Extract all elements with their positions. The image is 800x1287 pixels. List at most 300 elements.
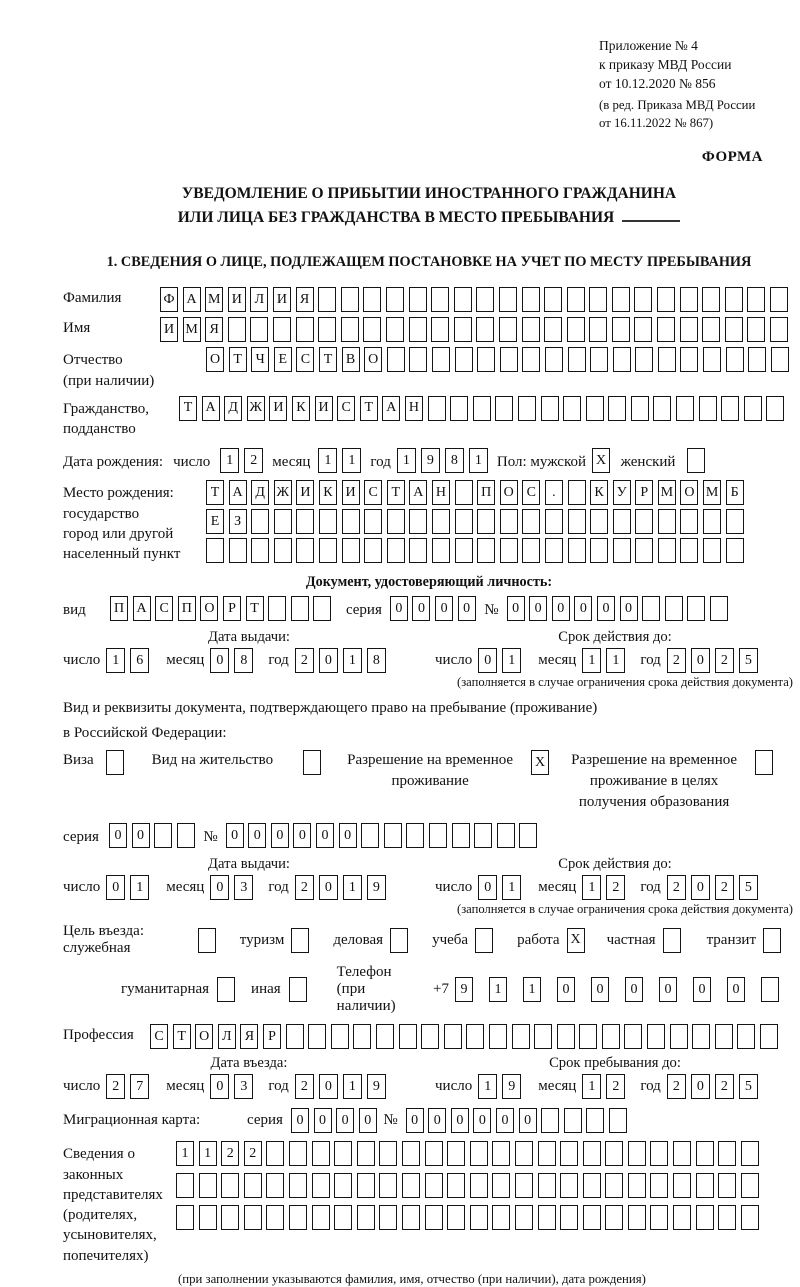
- citizenship-cell[interactable]: Д: [224, 396, 242, 421]
- surname-cell[interactable]: [454, 287, 472, 312]
- birth-day-cell[interactable]: 1: [220, 448, 239, 473]
- birthplace-cell[interactable]: [364, 538, 382, 563]
- doc-type-cell[interactable]: [268, 596, 286, 621]
- id-expiry-year-cell[interactable]: 5: [739, 648, 758, 673]
- id-expiry-year-cell[interactable]: 2: [715, 648, 734, 673]
- visa-cell[interactable]: [106, 750, 124, 775]
- migration-number-input[interactable]: [406, 1108, 632, 1133]
- phone-cell[interactable]: 0: [693, 977, 711, 1002]
- purpose-business-cell[interactable]: [390, 928, 408, 953]
- stay-month-cell[interactable]: 1: [582, 1074, 601, 1099]
- birthplace-cell[interactable]: Е: [206, 509, 224, 534]
- birthplace-cell[interactable]: С: [364, 480, 382, 505]
- doc-type-input[interactable]: [110, 596, 336, 621]
- firstname-cell[interactable]: [747, 317, 765, 342]
- surname-cell[interactable]: [318, 287, 336, 312]
- birthplace-input-row2[interactable]: [206, 509, 748, 534]
- permit-expiry-month-input[interactable]: [582, 875, 630, 900]
- birth-year-cell[interactable]: 9: [421, 448, 440, 473]
- permit-series-cell[interactable]: 0: [109, 823, 127, 848]
- birthplace-cell[interactable]: [613, 538, 631, 563]
- migration-number-cell[interactable]: 0: [428, 1108, 446, 1133]
- stay-month-input[interactable]: [582, 1074, 630, 1099]
- firstname-cell[interactable]: [612, 317, 630, 342]
- purpose-work-checkbox[interactable]: [567, 928, 599, 953]
- citizenship-cell[interactable]: Т: [179, 396, 197, 421]
- surname-cell[interactable]: [589, 287, 607, 312]
- birthplace-cell[interactable]: К: [590, 480, 608, 505]
- birthplace-cell[interactable]: .: [545, 480, 563, 505]
- patronymic-cell[interactable]: О: [206, 347, 224, 372]
- citizenship-cell[interactable]: А: [202, 396, 220, 421]
- firstname-cell[interactable]: [318, 317, 336, 342]
- permit-issue-day-input[interactable]: [106, 875, 154, 900]
- firstname-cell[interactable]: [341, 317, 359, 342]
- firstname-cell[interactable]: [634, 317, 652, 342]
- representatives-cell[interactable]: [289, 1173, 307, 1198]
- purpose-humanitarian-checkbox[interactable]: [217, 977, 251, 1002]
- citizenship-cell[interactable]: И: [315, 396, 333, 421]
- profession-cell[interactable]: [647, 1024, 665, 1049]
- representatives-cell[interactable]: [718, 1205, 736, 1230]
- permit-number-cell[interactable]: 0: [226, 823, 244, 848]
- migration-series-cell[interactable]: 0: [359, 1108, 377, 1133]
- doc-type-cell[interactable]: А: [133, 596, 151, 621]
- permit-issue-month-cell[interactable]: 3: [234, 875, 253, 900]
- representatives-cell[interactable]: [379, 1205, 397, 1230]
- citizenship-cell[interactable]: Н: [405, 396, 423, 421]
- birthplace-cell[interactable]: М: [703, 480, 721, 505]
- representatives-cell[interactable]: [334, 1173, 352, 1198]
- birthplace-cell[interactable]: Б: [726, 480, 744, 505]
- representatives-cell[interactable]: [176, 1205, 194, 1230]
- profession-cell[interactable]: Л: [218, 1024, 236, 1049]
- representatives-cell[interactable]: [266, 1205, 284, 1230]
- profession-cell[interactable]: [353, 1024, 371, 1049]
- patronymic-cell[interactable]: Т: [229, 347, 247, 372]
- doc-type-cell[interactable]: П: [110, 596, 128, 621]
- representatives-cell[interactable]: [560, 1173, 578, 1198]
- birth-year-cell[interactable]: 8: [445, 448, 464, 473]
- birthplace-cell[interactable]: А: [409, 480, 427, 505]
- representatives-cell[interactable]: [492, 1205, 510, 1230]
- profession-cell[interactable]: [331, 1024, 349, 1049]
- birthplace-cell[interactable]: [568, 480, 586, 505]
- birthplace-cell[interactable]: И: [342, 480, 360, 505]
- patronymic-cell[interactable]: [568, 347, 586, 372]
- purpose-transit-cell[interactable]: [763, 928, 781, 953]
- representatives-cell[interactable]: [515, 1173, 533, 1198]
- surname-cell[interactable]: [747, 287, 765, 312]
- permit-issue-year-input[interactable]: [295, 875, 391, 900]
- permit-series-cell[interactable]: 0: [132, 823, 150, 848]
- firstname-cell[interactable]: [363, 317, 381, 342]
- representatives-cell[interactable]: [289, 1205, 307, 1230]
- profession-cell[interactable]: [760, 1024, 778, 1049]
- profession-cell[interactable]: Т: [173, 1024, 191, 1049]
- phone-cell[interactable]: [761, 977, 779, 1002]
- surname-cell[interactable]: [386, 287, 404, 312]
- citizenship-cell[interactable]: С: [337, 396, 355, 421]
- representatives-cell[interactable]: [244, 1205, 262, 1230]
- purpose-official-checkbox[interactable]: [198, 928, 230, 953]
- id-expiry-day-input[interactable]: [478, 648, 526, 673]
- migration-series-cell[interactable]: 0: [291, 1108, 309, 1133]
- representatives-cell[interactable]: 1: [199, 1141, 217, 1166]
- doc-number-cell[interactable]: 0: [529, 596, 547, 621]
- entry-month-input[interactable]: [210, 1074, 258, 1099]
- surname-cell[interactable]: А: [183, 287, 201, 312]
- surname-cell[interactable]: [522, 287, 540, 312]
- representatives-cell[interactable]: [605, 1173, 623, 1198]
- birthplace-cell[interactable]: [726, 509, 744, 534]
- patronymic-cell[interactable]: [703, 347, 721, 372]
- birth-month-cell[interactable]: 1: [342, 448, 361, 473]
- representatives-cell[interactable]: [357, 1173, 375, 1198]
- permit-issue-year-cell[interactable]: 9: [367, 875, 386, 900]
- birthplace-input-row1[interactable]: [206, 480, 748, 505]
- firstname-cell[interactable]: И: [160, 317, 178, 342]
- birthplace-cell[interactable]: З: [229, 509, 247, 534]
- representatives-cell[interactable]: [221, 1173, 239, 1198]
- surname-cell[interactable]: Я: [296, 287, 314, 312]
- birthplace-cell[interactable]: [274, 509, 292, 534]
- birthplace-cell[interactable]: [568, 538, 586, 563]
- birthplace-cell[interactable]: [680, 509, 698, 534]
- permit-number-cell[interactable]: 0: [316, 823, 334, 848]
- representatives-cell[interactable]: [650, 1173, 668, 1198]
- firstname-cell[interactable]: [454, 317, 472, 342]
- birthplace-cell[interactable]: [455, 509, 473, 534]
- id-issue-day-cell[interactable]: 6: [130, 648, 149, 673]
- surname-cell[interactable]: [409, 287, 427, 312]
- representatives-cell[interactable]: [673, 1205, 691, 1230]
- citizenship-input[interactable]: [179, 396, 789, 421]
- representatives-cell[interactable]: [334, 1205, 352, 1230]
- birthplace-cell[interactable]: [703, 509, 721, 534]
- patronymic-cell[interactable]: [658, 347, 676, 372]
- surname-cell[interactable]: [725, 287, 743, 312]
- birthplace-cell[interactable]: [522, 509, 540, 534]
- permit-number-cell[interactable]: [406, 823, 424, 848]
- id-expiry-day-cell[interactable]: 1: [502, 648, 521, 673]
- surname-cell[interactable]: [431, 287, 449, 312]
- surname-cell[interactable]: [363, 287, 381, 312]
- firstname-cell[interactable]: [657, 317, 675, 342]
- purpose-tourism-cell[interactable]: [291, 928, 309, 953]
- purpose-transit-checkbox[interactable]: [763, 928, 795, 953]
- birthplace-cell[interactable]: [658, 509, 676, 534]
- representatives-input-row3[interactable]: [176, 1205, 763, 1230]
- residence-permit-checkbox[interactable]: [295, 750, 321, 775]
- patronymic-cell[interactable]: [680, 347, 698, 372]
- permit-expiry-year-cell[interactable]: 2: [667, 875, 686, 900]
- permit-number-cell[interactable]: [452, 823, 470, 848]
- citizenship-cell[interactable]: [608, 396, 626, 421]
- firstname-cell[interactable]: [589, 317, 607, 342]
- citizenship-cell[interactable]: И: [269, 396, 287, 421]
- birth-year-input[interactable]: [397, 448, 493, 473]
- sex-male-cell[interactable]: X: [592, 448, 610, 473]
- surname-cell[interactable]: И: [228, 287, 246, 312]
- citizenship-cell[interactable]: [676, 396, 694, 421]
- representatives-cell[interactable]: [266, 1173, 284, 1198]
- migration-number-cell[interactable]: 0: [451, 1108, 469, 1133]
- profession-cell[interactable]: [602, 1024, 620, 1049]
- citizenship-cell[interactable]: [744, 396, 762, 421]
- profession-cell[interactable]: [692, 1024, 710, 1049]
- representatives-cell[interactable]: [628, 1173, 646, 1198]
- temp-residence-edu-checkbox[interactable]: [747, 750, 773, 775]
- citizenship-cell[interactable]: Т: [360, 396, 378, 421]
- birthplace-cell[interactable]: [206, 538, 224, 563]
- firstname-cell[interactable]: [273, 317, 291, 342]
- surname-cell[interactable]: И: [273, 287, 291, 312]
- id-expiry-year-input[interactable]: [667, 648, 763, 673]
- patronymic-cell[interactable]: [455, 347, 473, 372]
- entry-year-cell[interactable]: 9: [367, 1074, 386, 1099]
- phone-cell[interactable]: 0: [727, 977, 745, 1002]
- patronymic-input[interactable]: [206, 347, 793, 372]
- permit-expiry-day-cell[interactable]: 1: [502, 875, 521, 900]
- birthplace-cell[interactable]: [342, 538, 360, 563]
- representatives-cell[interactable]: 1: [176, 1141, 194, 1166]
- patronymic-cell[interactable]: О: [364, 347, 382, 372]
- doc-series-cell[interactable]: 0: [435, 596, 453, 621]
- id-expiry-year-cell[interactable]: 0: [691, 648, 710, 673]
- permit-issue-month-cell[interactable]: 0: [210, 875, 229, 900]
- patronymic-cell[interactable]: Т: [319, 347, 337, 372]
- firstname-cell[interactable]: [476, 317, 494, 342]
- profession-cell[interactable]: [557, 1024, 575, 1049]
- doc-number-cell[interactable]: 0: [597, 596, 615, 621]
- id-issue-year-input[interactable]: [295, 648, 391, 673]
- id-issue-year-cell[interactable]: 8: [367, 648, 386, 673]
- permit-expiry-year-cell[interactable]: 2: [715, 875, 734, 900]
- representatives-cell[interactable]: [560, 1205, 578, 1230]
- birthplace-cell[interactable]: [590, 538, 608, 563]
- migration-series-cell[interactable]: 0: [336, 1108, 354, 1133]
- doc-type-cell[interactable]: О: [200, 596, 218, 621]
- representatives-cell[interactable]: [425, 1205, 443, 1230]
- id-issue-month-input[interactable]: [210, 648, 258, 673]
- doc-number-cell[interactable]: 0: [620, 596, 638, 621]
- doc-type-cell[interactable]: С: [155, 596, 173, 621]
- permit-expiry-year-cell[interactable]: 0: [691, 875, 710, 900]
- representatives-cell[interactable]: [425, 1173, 443, 1198]
- migration-number-cell[interactable]: 0: [519, 1108, 537, 1133]
- migration-series-cell[interactable]: 0: [314, 1108, 332, 1133]
- patronymic-cell[interactable]: [500, 347, 518, 372]
- surname-cell[interactable]: [680, 287, 698, 312]
- patronymic-cell[interactable]: [726, 347, 744, 372]
- patronymic-cell[interactable]: [590, 347, 608, 372]
- representatives-cell[interactable]: [199, 1173, 217, 1198]
- birthplace-cell[interactable]: [635, 509, 653, 534]
- permit-expiry-day-input[interactable]: [478, 875, 526, 900]
- entry-day-cell[interactable]: 7: [130, 1074, 149, 1099]
- representatives-input-row2[interactable]: [176, 1173, 763, 1198]
- permit-number-cell[interactable]: 0: [339, 823, 357, 848]
- representatives-cell[interactable]: [379, 1173, 397, 1198]
- representatives-cell[interactable]: [447, 1205, 465, 1230]
- birth-month-cell[interactable]: 1: [318, 448, 337, 473]
- patronymic-cell[interactable]: [409, 347, 427, 372]
- birthplace-cell[interactable]: [726, 538, 744, 563]
- id-issue-day-input[interactable]: [106, 648, 154, 673]
- birthplace-cell[interactable]: [229, 538, 247, 563]
- representatives-cell[interactable]: [741, 1205, 759, 1230]
- representatives-cell[interactable]: [402, 1173, 420, 1198]
- phone-cell[interactable]: 1: [489, 977, 507, 1002]
- doc-type-cell[interactable]: [291, 596, 309, 621]
- firstname-cell[interactable]: [386, 317, 404, 342]
- phone-cell[interactable]: 1: [523, 977, 541, 1002]
- representatives-cell[interactable]: [696, 1173, 714, 1198]
- birthplace-cell[interactable]: [432, 538, 450, 563]
- surname-cell[interactable]: [476, 287, 494, 312]
- birthplace-cell[interactable]: [568, 509, 586, 534]
- purpose-study-cell[interactable]: [475, 928, 493, 953]
- surname-cell[interactable]: [770, 287, 788, 312]
- birthplace-cell[interactable]: [319, 538, 337, 563]
- stay-year-cell[interactable]: 2: [715, 1074, 734, 1099]
- birth-year-cell[interactable]: 1: [397, 448, 416, 473]
- birthplace-cell[interactable]: Д: [251, 480, 269, 505]
- citizenship-cell[interactable]: [721, 396, 739, 421]
- stay-day-cell[interactable]: 1: [478, 1074, 497, 1099]
- representatives-cell[interactable]: [673, 1173, 691, 1198]
- doc-number-cell[interactable]: [665, 596, 683, 621]
- residence-permit-cell[interactable]: [303, 750, 321, 775]
- birthplace-cell[interactable]: [545, 509, 563, 534]
- patronymic-cell[interactable]: [477, 347, 495, 372]
- birthplace-cell[interactable]: А: [229, 480, 247, 505]
- birth-day-cell[interactable]: 2: [244, 448, 263, 473]
- temp-residence-cell[interactable]: X: [531, 750, 549, 775]
- representatives-cell[interactable]: [357, 1205, 375, 1230]
- entry-month-cell[interactable]: 0: [210, 1074, 229, 1099]
- profession-cell[interactable]: [579, 1024, 597, 1049]
- permit-number-cell[interactable]: [519, 823, 537, 848]
- migration-number-cell[interactable]: 0: [496, 1108, 514, 1133]
- citizenship-cell[interactable]: А: [382, 396, 400, 421]
- stay-day-cell[interactable]: 9: [502, 1074, 521, 1099]
- surname-cell[interactable]: [499, 287, 517, 312]
- patronymic-cell[interactable]: [771, 347, 789, 372]
- firstname-cell[interactable]: [228, 317, 246, 342]
- id-expiry-day-cell[interactable]: 0: [478, 648, 497, 673]
- entry-month-cell[interactable]: 3: [234, 1074, 253, 1099]
- temp-residence-edu-cell[interactable]: [755, 750, 773, 775]
- migration-number-cell[interactable]: [609, 1108, 627, 1133]
- doc-series-input[interactable]: [390, 596, 480, 621]
- purpose-official-cell[interactable]: [198, 928, 216, 953]
- permit-issue-year-cell[interactable]: 2: [295, 875, 314, 900]
- permit-issue-day-cell[interactable]: 1: [130, 875, 149, 900]
- citizenship-cell[interactable]: [653, 396, 671, 421]
- representatives-cell[interactable]: [176, 1173, 194, 1198]
- id-expiry-month-cell[interactable]: 1: [582, 648, 601, 673]
- permit-number-cell[interactable]: [497, 823, 515, 848]
- birthplace-cell[interactable]: Т: [387, 480, 405, 505]
- surname-cell[interactable]: [544, 287, 562, 312]
- representatives-cell[interactable]: [221, 1205, 239, 1230]
- permit-issue-year-cell[interactable]: 0: [319, 875, 338, 900]
- firstname-cell[interactable]: [680, 317, 698, 342]
- representatives-cell[interactable]: 2: [221, 1141, 239, 1166]
- representatives-cell[interactable]: [696, 1205, 714, 1230]
- stay-year-cell[interactable]: 2: [667, 1074, 686, 1099]
- stay-day-input[interactable]: [478, 1074, 526, 1099]
- birthplace-cell[interactable]: К: [319, 480, 337, 505]
- phone-input[interactable]: [455, 977, 795, 1002]
- representatives-cell[interactable]: [492, 1173, 510, 1198]
- profession-cell[interactable]: [534, 1024, 552, 1049]
- citizenship-cell[interactable]: [518, 396, 536, 421]
- sex-female-cell[interactable]: [687, 448, 705, 473]
- profession-cell[interactable]: [444, 1024, 462, 1049]
- doc-series-cell[interactable]: 0: [412, 596, 430, 621]
- firstname-input[interactable]: [160, 317, 793, 342]
- representatives-cell[interactable]: [538, 1205, 556, 1230]
- birthplace-cell[interactable]: [635, 538, 653, 563]
- firstname-cell[interactable]: [725, 317, 743, 342]
- entry-year-cell[interactable]: 1: [343, 1074, 362, 1099]
- birthplace-cell[interactable]: [319, 509, 337, 534]
- doc-number-cell[interactable]: 0: [507, 596, 525, 621]
- birthplace-cell[interactable]: [477, 538, 495, 563]
- permit-number-input[interactable]: [226, 823, 542, 848]
- firstname-cell[interactable]: [499, 317, 517, 342]
- id-issue-year-cell[interactable]: 1: [343, 648, 362, 673]
- birthplace-cell[interactable]: [274, 538, 292, 563]
- firstname-cell[interactable]: Я: [205, 317, 223, 342]
- surname-cell[interactable]: [657, 287, 675, 312]
- permit-issue-day-cell[interactable]: 0: [106, 875, 125, 900]
- sex-male-checkbox[interactable]: [592, 448, 615, 473]
- firstname-cell[interactable]: [567, 317, 585, 342]
- profession-cell[interactable]: [512, 1024, 530, 1049]
- phone-cell[interactable]: 0: [591, 977, 609, 1002]
- representatives-cell[interactable]: [628, 1205, 646, 1230]
- birthplace-cell[interactable]: Т: [206, 480, 224, 505]
- surname-cell[interactable]: Л: [250, 287, 268, 312]
- entry-year-cell[interactable]: 2: [295, 1074, 314, 1099]
- migration-number-cell[interactable]: [541, 1108, 559, 1133]
- profession-cell[interactable]: [376, 1024, 394, 1049]
- profession-cell[interactable]: [670, 1024, 688, 1049]
- patronymic-cell[interactable]: [613, 347, 631, 372]
- birthplace-cell[interactable]: О: [500, 480, 518, 505]
- patronymic-cell[interactable]: [635, 347, 653, 372]
- permit-issue-month-input[interactable]: [210, 875, 258, 900]
- representatives-cell[interactable]: [515, 1205, 533, 1230]
- doc-type-cell[interactable]: [313, 596, 331, 621]
- profession-cell[interactable]: [489, 1024, 507, 1049]
- permit-number-cell[interactable]: [474, 823, 492, 848]
- stay-month-cell[interactable]: 2: [606, 1074, 625, 1099]
- birth-year-cell[interactable]: 1: [469, 448, 488, 473]
- firstname-cell[interactable]: [431, 317, 449, 342]
- patronymic-cell[interactable]: В: [342, 347, 360, 372]
- doc-series-cell[interactable]: 0: [458, 596, 476, 621]
- birthplace-input-row3[interactable]: [206, 538, 748, 563]
- representatives-cell[interactable]: [538, 1173, 556, 1198]
- purpose-work-cell[interactable]: X: [567, 928, 585, 953]
- phone-cell[interactable]: 0: [659, 977, 677, 1002]
- birthplace-cell[interactable]: Р: [635, 480, 653, 505]
